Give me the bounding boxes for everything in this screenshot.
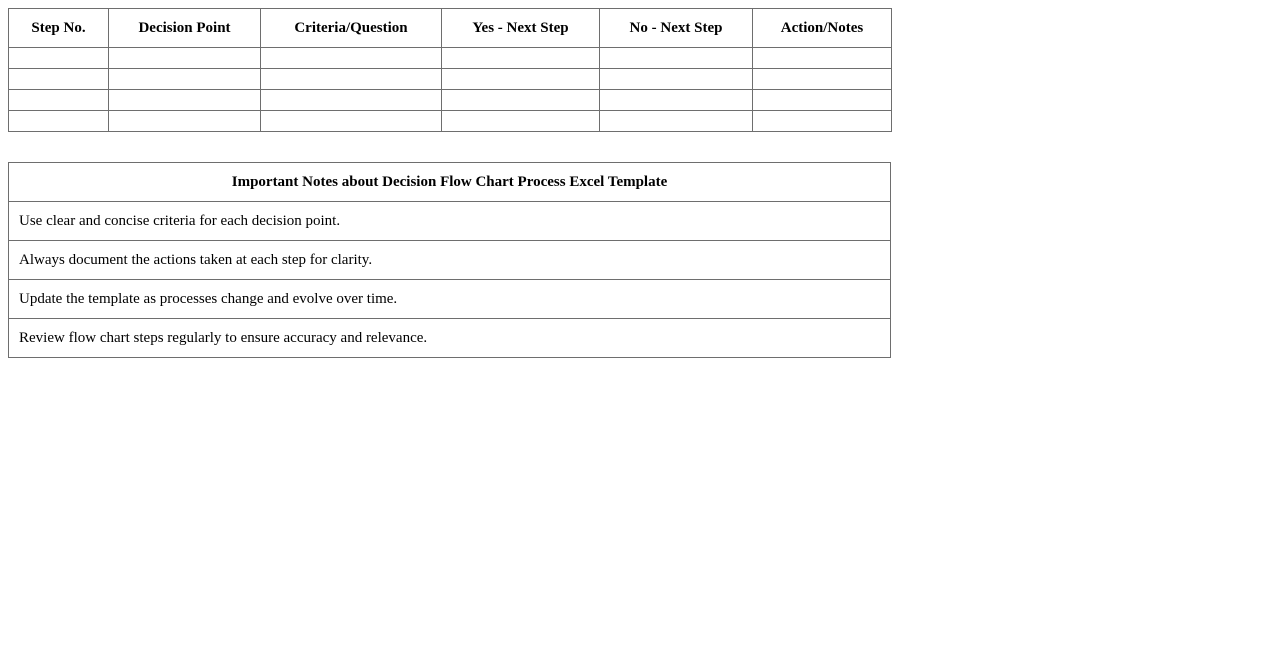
table-cell[interactable] xyxy=(9,111,109,132)
notes-title: Important Notes about Decision Flow Chart Process Excel Template xyxy=(9,163,891,202)
table-cell[interactable] xyxy=(753,111,892,132)
table-row xyxy=(9,111,892,132)
table-cell[interactable] xyxy=(261,90,442,111)
table-cell[interactable] xyxy=(753,90,892,111)
table-cell[interactable] xyxy=(600,48,753,69)
note-item: Review flow chart steps regularly to ensure accuracy and relevance. xyxy=(9,319,891,358)
note-row xyxy=(9,280,891,319)
table-row xyxy=(9,90,892,111)
table-cell[interactable] xyxy=(442,90,600,111)
table-cell[interactable] xyxy=(261,111,442,132)
table-cell[interactable] xyxy=(442,111,600,132)
table-cell[interactable] xyxy=(753,48,892,69)
table-row xyxy=(9,69,892,90)
table-header-row xyxy=(9,9,892,48)
table-cell[interactable] xyxy=(600,90,753,111)
header-step-no: Step No. xyxy=(9,9,109,48)
table-cell[interactable] xyxy=(9,48,109,69)
header-action-notes: Action/Notes xyxy=(753,9,892,48)
table-cell[interactable] xyxy=(9,69,109,90)
header-decision-point: Decision Point xyxy=(109,9,261,48)
note-row xyxy=(9,241,891,280)
table-cell[interactable] xyxy=(109,69,261,90)
table-cell[interactable] xyxy=(442,69,600,90)
header-criteria-question: Criteria/Question xyxy=(261,9,442,48)
table-cell[interactable] xyxy=(442,48,600,69)
table-cell[interactable] xyxy=(109,111,261,132)
note-item: Always document the actions taken at each step for clarity. xyxy=(9,241,891,280)
table-cell[interactable] xyxy=(261,48,442,69)
note-row xyxy=(9,319,891,358)
important-notes-table xyxy=(8,162,891,358)
note-item: Use clear and concise criteria for each decision point. xyxy=(9,202,891,241)
table-cell[interactable] xyxy=(109,48,261,69)
header-no-next-step: No - Next Step xyxy=(600,9,753,48)
note-item: Update the template as processes change and evolve over time. xyxy=(9,280,891,319)
table-cell[interactable] xyxy=(109,90,261,111)
table-cell[interactable] xyxy=(261,69,442,90)
table-cell[interactable] xyxy=(753,69,892,90)
notes-title-row xyxy=(9,163,891,202)
note-row xyxy=(9,202,891,241)
table-row xyxy=(9,48,892,69)
decision-steps-table xyxy=(8,8,892,132)
table-cell[interactable] xyxy=(600,69,753,90)
table-cell[interactable] xyxy=(9,90,109,111)
table-cell[interactable] xyxy=(600,111,753,132)
header-yes-next-step: Yes - Next Step xyxy=(442,9,600,48)
